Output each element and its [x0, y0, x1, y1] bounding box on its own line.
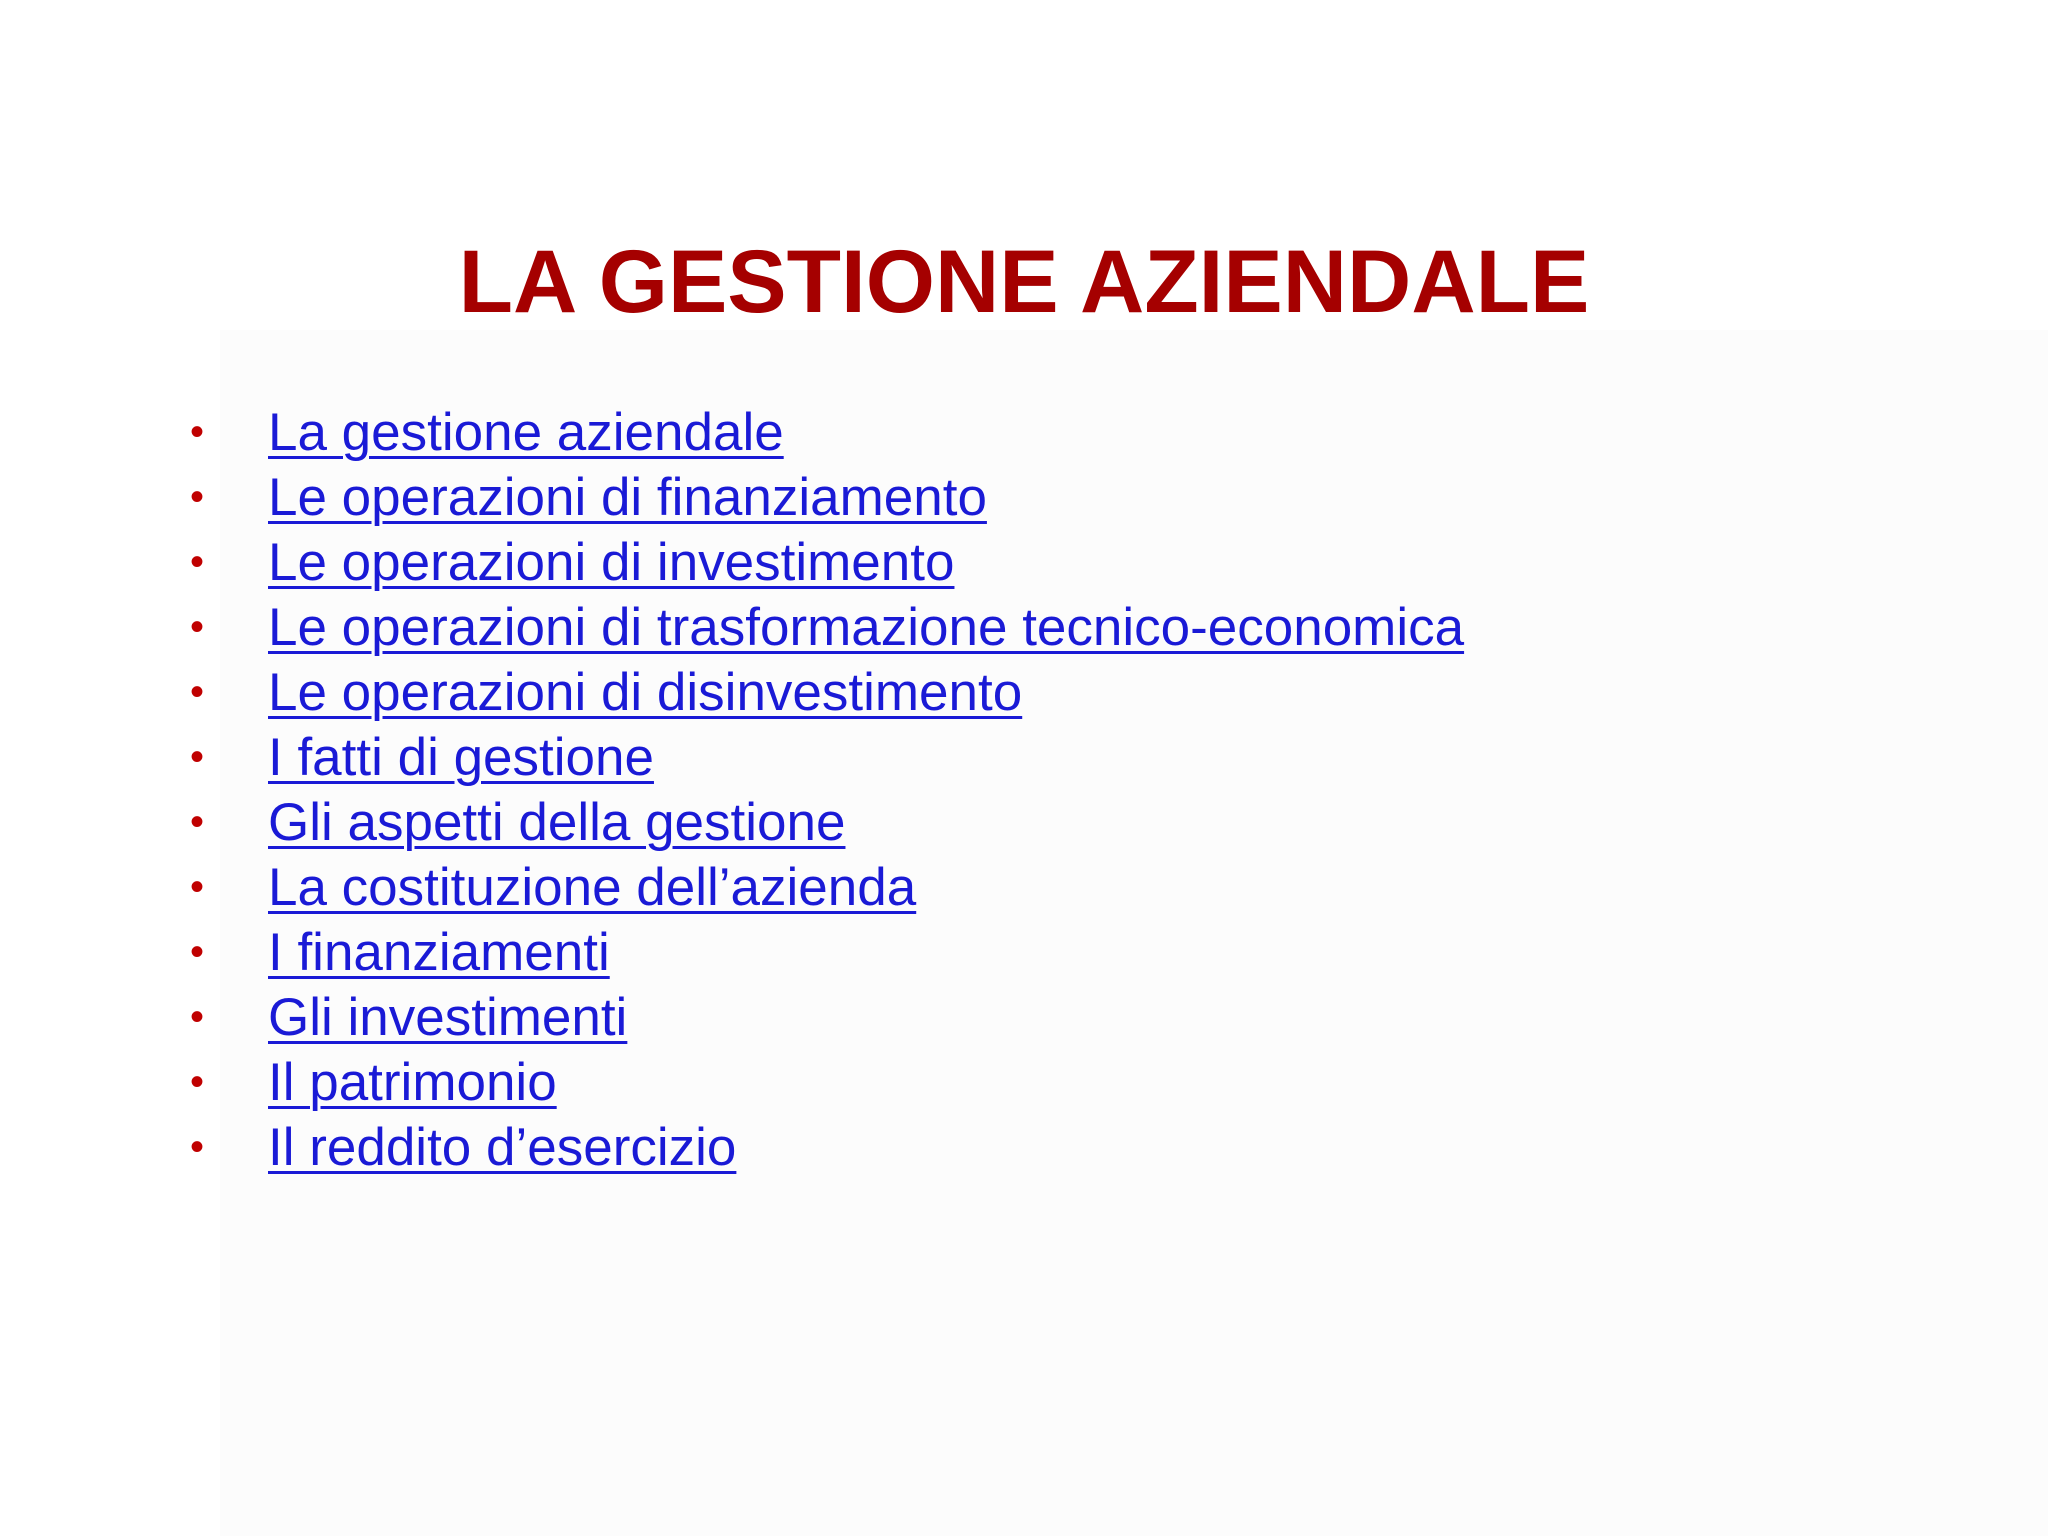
bullet-icon: • [190, 670, 205, 714]
topic-link-aspetti-gestione[interactable]: Gli aspetti della gestione [268, 793, 846, 852]
bullet-icon: • [190, 540, 205, 584]
topic-link-finanziamenti[interactable]: I finanziamenti [268, 923, 610, 982]
topic-link-investimenti[interactable]: Gli investimenti [268, 988, 628, 1047]
bullet-icon: • [190, 930, 205, 974]
bullet-icon: • [190, 800, 205, 844]
topic-link-operazioni-finanziamento[interactable]: Le operazioni di finanziamento [268, 468, 987, 527]
bullet-icon: • [190, 605, 205, 649]
topic-link-patrimonio[interactable]: Il patrimonio [268, 1053, 557, 1112]
topic-link-operazioni-investimento[interactable]: Le operazioni di investimento [268, 533, 955, 592]
bullet-icon: • [190, 475, 205, 519]
topic-link-costituzione-azienda[interactable]: La costituzione dell’azienda [268, 858, 917, 917]
bullet-icon: • [190, 735, 205, 779]
bullet-icon: • [190, 865, 205, 909]
topic-link-reddito-esercizio[interactable]: Il reddito d’esercizio [268, 1118, 737, 1177]
topic-link-gestione-aziendale[interactable]: La gestione aziendale [268, 403, 784, 462]
topic-link-operazioni-trasformazione[interactable]: Le operazioni di trasformazione tecnico-economica [268, 598, 1465, 657]
bullet-icon: • [190, 1060, 205, 1104]
topic-link-operazioni-disinvestimento[interactable]: Le operazioni di disinvestimento [268, 663, 1023, 722]
slide-title: LA GESTIONE AZIENDALE [458, 231, 1590, 331]
topic-link-fatti-gestione[interactable]: I fatti di gestione [268, 728, 654, 787]
bullet-icon: • [190, 410, 205, 454]
bullet-icon: • [190, 995, 205, 1039]
bullet-icon: • [190, 1125, 205, 1169]
